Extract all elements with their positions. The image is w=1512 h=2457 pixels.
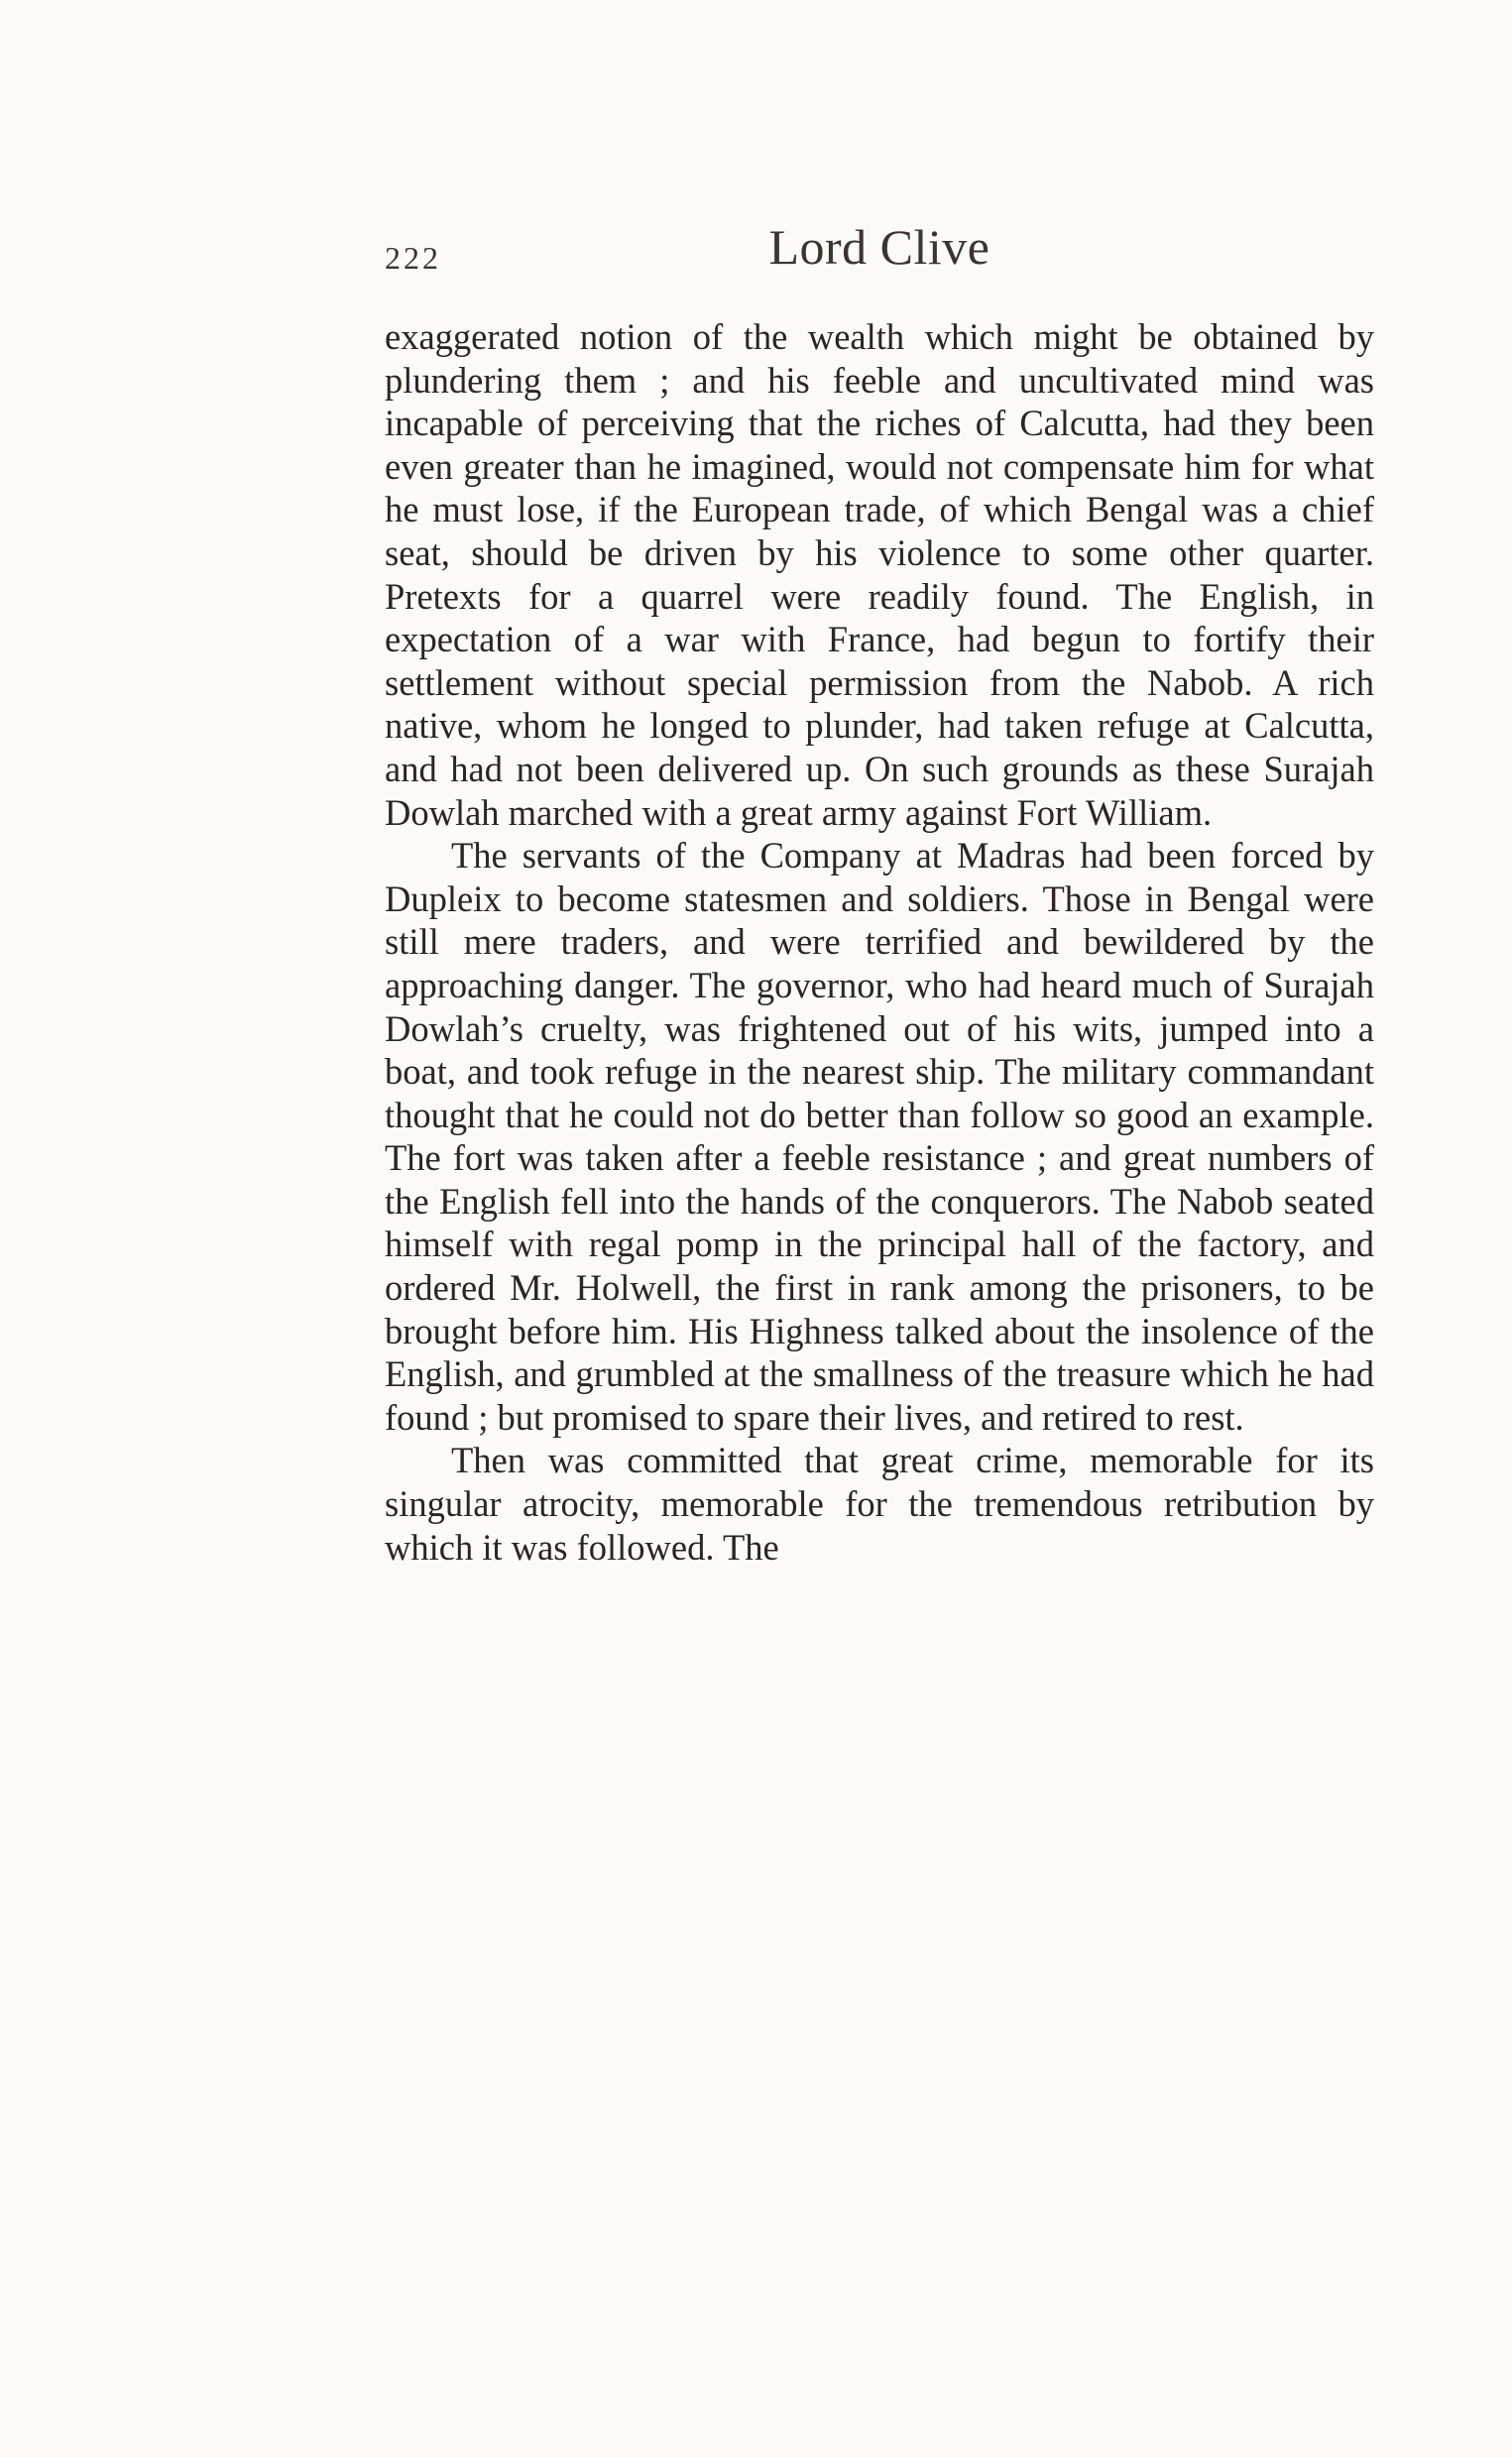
paragraph-great-crime: Then was committed that great crime, memorable for its singular atrocity, memorable for the tremendous retribution by which it was followed. The bbox=[385, 1440, 1374, 1568]
page-number: 222 bbox=[385, 240, 441, 276]
body-text bbox=[385, 315, 1374, 1569]
paragraph-continued: exaggerated notion of the wealth which might be obtained by plundering them ; and his feeble and uncultivated mind was incapable of perceiving that the riches of Calcutta, had they been even greater than he imagined, would not compensate him for what he must lose, if the European trade, of which Bengal was a chief seat, should be driven by his violence to some other quarter. Pretexts for a quarrel were readily found. The English, in expectation of a war with France, had begun to fortify their settlement without special permission from the Nabob. A rich native, whom he longed to plunder, had taken refuge at Calcutta, and had not been delivered up. On such grounds as these Surajah Dowlah marched with a great army against Fort William. bbox=[385, 316, 1374, 833]
paragraph-company-servants: The servants of the Company at Madras had been forced by Dupleix to become statesmen and soldiers. Those in Bengal were still mere traders, and were terrified and bewildered by the approaching danger. The governor, who had heard much of Surajah Dowlah’s cruelty, was frightened out of his wits, jumped into a boat, and took refuge in the nearest ship. The military commandant thought that he could not do better than follow so good an example. The fort was taken after a feeble resistance ; and great numbers of the English fell into the hands of the conquerors. The Nabob seated himself with regal pomp in the principal hall of the factory, and ordered Mr. Holwell, the first in rank among the prisoners, to be brought before him. His Highness talked about the insolence of the English, and grumbled at the smallness of the treasure which he had found ; but promised to spare their lives, and retired to rest. bbox=[385, 835, 1374, 1438]
running-head bbox=[385, 218, 1374, 288]
running-title: Lord Clive bbox=[768, 219, 990, 275]
